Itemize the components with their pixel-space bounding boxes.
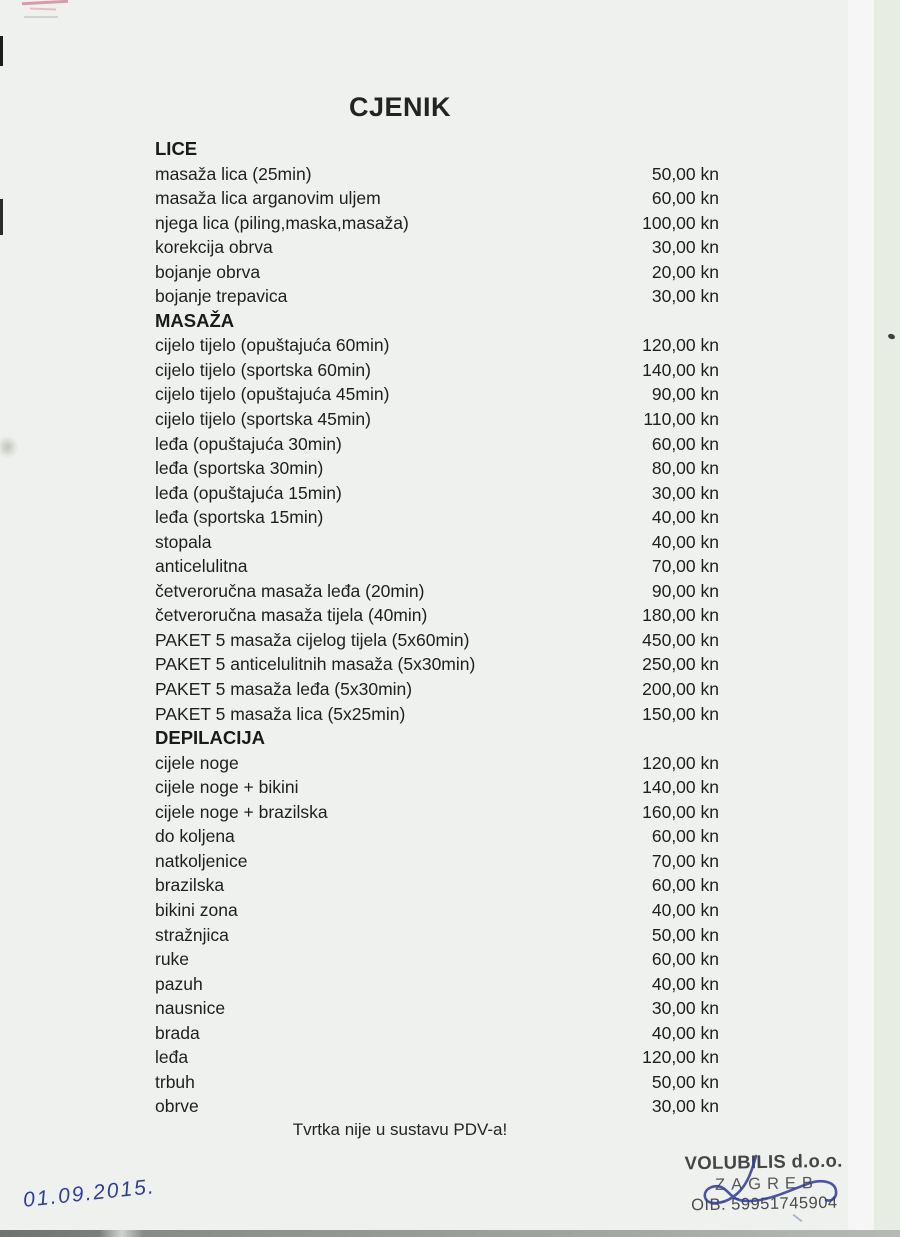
item-price: 120,00 kn bbox=[642, 1047, 719, 1068]
item-price: 90,00 kn bbox=[651, 580, 719, 601]
item-label: PAKET 5 masaža lica (5x25min) bbox=[155, 703, 406, 724]
price-row bbox=[155, 1070, 719, 1095]
item-price: 200,00 kn bbox=[642, 679, 719, 700]
price-row bbox=[155, 235, 719, 260]
item-price: 60,00 kn bbox=[651, 188, 719, 209]
item-price: 30,00 kn bbox=[651, 286, 719, 307]
item-price: 40,00 kn bbox=[651, 973, 719, 994]
item-price: 90,00 kn bbox=[651, 384, 719, 405]
price-row bbox=[155, 972, 719, 997]
price-row bbox=[155, 211, 719, 236]
scan-tint-strip bbox=[848, 0, 874, 1237]
item-label: cijele noge + bikini bbox=[155, 777, 299, 798]
item-label: masaža lica (25min) bbox=[155, 163, 312, 184]
item-label: cijelo tijelo (sportska 45min) bbox=[155, 409, 371, 430]
price-row bbox=[155, 358, 719, 383]
item-price: 120,00 kn bbox=[642, 752, 719, 773]
section-header: LICE bbox=[155, 138, 198, 159]
item-label: ruke bbox=[155, 949, 190, 970]
price-row bbox=[155, 603, 719, 628]
item-price: 30,00 kn bbox=[651, 1096, 719, 1117]
stamp-oib: OIB: 59951745904 bbox=[690, 1193, 838, 1215]
scan-edge-band bbox=[0, 1230, 900, 1237]
price-row bbox=[155, 432, 719, 457]
price-row bbox=[155, 530, 719, 555]
item-price: 120,00 kn bbox=[642, 335, 719, 356]
item-label: cijele noge bbox=[155, 752, 239, 773]
price-row bbox=[155, 677, 719, 702]
item-label: pazuh bbox=[155, 973, 203, 994]
item-label: stopala bbox=[155, 531, 212, 552]
item-price: 140,00 kn bbox=[642, 359, 719, 380]
item-price: 50,00 kn bbox=[651, 1071, 719, 1092]
price-row bbox=[155, 481, 719, 506]
item-price: 70,00 kn bbox=[651, 556, 719, 577]
price-row bbox=[155, 554, 719, 579]
price-row bbox=[155, 407, 719, 432]
item-label: cijele noge + brazilska bbox=[155, 801, 328, 822]
scan-artifact-smudge bbox=[0, 436, 18, 458]
price-row bbox=[155, 579, 719, 604]
scan-artifact-edge-mark bbox=[0, 36, 3, 66]
price-row bbox=[155, 284, 719, 309]
item-label: četveroručna masaža tijela (40min) bbox=[155, 605, 428, 626]
item-label: anticelulitna bbox=[155, 556, 248, 577]
price-row bbox=[155, 824, 719, 849]
price-list bbox=[155, 137, 719, 1119]
item-price: 180,00 kn bbox=[642, 605, 719, 626]
item-label: bikini zona bbox=[155, 899, 238, 920]
price-row bbox=[155, 505, 719, 530]
item-price: 150,00 kn bbox=[642, 703, 719, 724]
item-label: nausnice bbox=[155, 998, 226, 1019]
price-row bbox=[155, 456, 719, 481]
item-price: 100,00 kn bbox=[642, 212, 719, 233]
price-row bbox=[155, 162, 719, 187]
scan-tint-strip bbox=[874, 0, 900, 1237]
scan-artifact-pink-mark bbox=[22, 0, 68, 5]
item-price: 40,00 kn bbox=[651, 899, 719, 920]
item-label: leđa bbox=[155, 1047, 189, 1068]
item-price: 70,00 kn bbox=[651, 850, 719, 871]
item-price: 60,00 kn bbox=[651, 949, 719, 970]
item-label: masaža lica arganovim uljem bbox=[155, 188, 381, 209]
price-row bbox=[155, 751, 719, 776]
item-label: obrve bbox=[155, 1096, 199, 1117]
price-row bbox=[155, 898, 719, 923]
section-header: DEPILACIJA bbox=[155, 727, 265, 749]
item-price: 60,00 kn bbox=[651, 433, 719, 454]
item-label: leđa (sportska 15min) bbox=[155, 507, 324, 528]
stamp-company-name: VOLUBILIS d.o.o. bbox=[684, 1149, 843, 1174]
item-price: 60,00 kn bbox=[651, 826, 719, 847]
price-row bbox=[155, 996, 719, 1021]
price-row bbox=[155, 382, 719, 407]
item-price: 80,00 kn bbox=[651, 458, 719, 479]
price-row bbox=[155, 800, 719, 825]
item-label: bojanje obrva bbox=[155, 261, 261, 282]
item-price: 40,00 kn bbox=[651, 507, 719, 528]
price-row bbox=[155, 702, 719, 727]
signature-scribble bbox=[690, 1150, 850, 1220]
item-price: 60,00 kn bbox=[651, 875, 719, 896]
price-row bbox=[155, 1045, 719, 1070]
price-row bbox=[155, 1021, 719, 1046]
price-row bbox=[155, 873, 719, 898]
footer-note: Tvrtka nije u sustavu PDV-a! bbox=[292, 1120, 508, 1139]
item-price: 30,00 kn bbox=[651, 237, 719, 258]
price-row bbox=[155, 1094, 719, 1119]
price-row bbox=[155, 186, 719, 211]
item-label: leđa (opuštajuća 30min) bbox=[155, 433, 342, 454]
price-row bbox=[155, 947, 719, 972]
item-label: cijelo tijelo (opuštajuća 60min) bbox=[155, 335, 390, 356]
item-label: njega lica (piling,maska,masaža) bbox=[155, 212, 409, 233]
item-price: 20,00 kn bbox=[651, 261, 719, 282]
page-title: CJENIK bbox=[348, 92, 452, 122]
item-price: 110,00 kn bbox=[643, 409, 719, 430]
item-label: stražnjica bbox=[155, 924, 229, 945]
price-row bbox=[155, 628, 719, 653]
item-label: cijelo tijelo (sportska 60min) bbox=[155, 359, 371, 380]
price-row bbox=[155, 923, 719, 948]
item-label: PAKET 5 anticelulitnih masaža (5x30min) bbox=[155, 654, 476, 675]
item-price: 160,00 kn bbox=[642, 801, 719, 822]
item-price: 30,00 kn bbox=[651, 998, 719, 1019]
item-label: brada bbox=[155, 1022, 200, 1043]
price-row bbox=[155, 652, 719, 677]
item-price: 250,00 kn bbox=[642, 654, 719, 675]
item-price: 30,00 kn bbox=[651, 482, 719, 503]
item-label: natkoljenice bbox=[155, 850, 248, 871]
scan-artifact-edge-mark bbox=[0, 199, 3, 235]
item-price: 450,00 kn bbox=[642, 629, 719, 650]
item-label: bojanje trepavica bbox=[155, 286, 288, 307]
item-price: 140,00 kn bbox=[642, 777, 719, 798]
item-price: 50,00 kn bbox=[651, 924, 719, 945]
price-row bbox=[155, 333, 719, 358]
item-label: leđa (opuštajuća 15min) bbox=[155, 482, 342, 503]
handwritten-date: 01.09.2015. bbox=[22, 1175, 157, 1212]
item-label: do koljena bbox=[155, 826, 235, 847]
scan-artifact-gray-mark bbox=[24, 16, 58, 18]
item-label: trbuh bbox=[155, 1071, 195, 1092]
item-price: 40,00 kn bbox=[651, 531, 719, 552]
item-label: leđa (sportska 30min) bbox=[155, 458, 324, 479]
item-label: brazilska bbox=[155, 875, 225, 896]
item-label: PAKET 5 masaža cijelog tijela (5x60min) bbox=[155, 629, 470, 650]
item-price: 40,00 kn bbox=[651, 1022, 719, 1043]
price-row bbox=[155, 260, 719, 285]
item-price: 50,00 kn bbox=[651, 163, 719, 184]
stamp-city: ZAGREB bbox=[714, 1174, 820, 1194]
scan-artifact-pink-mark bbox=[30, 8, 56, 11]
section-header: MASAŽA bbox=[155, 309, 235, 331]
price-row bbox=[155, 849, 719, 874]
item-label: korekcija obrva bbox=[155, 237, 273, 258]
item-label: cijelo tijelo (opuštajuća 45min) bbox=[155, 384, 390, 405]
item-label: četveroručna masaža leđa (20min) bbox=[155, 580, 425, 601]
price-row bbox=[155, 775, 719, 800]
item-label: PAKET 5 masaža leđa (5x30min) bbox=[155, 679, 413, 700]
